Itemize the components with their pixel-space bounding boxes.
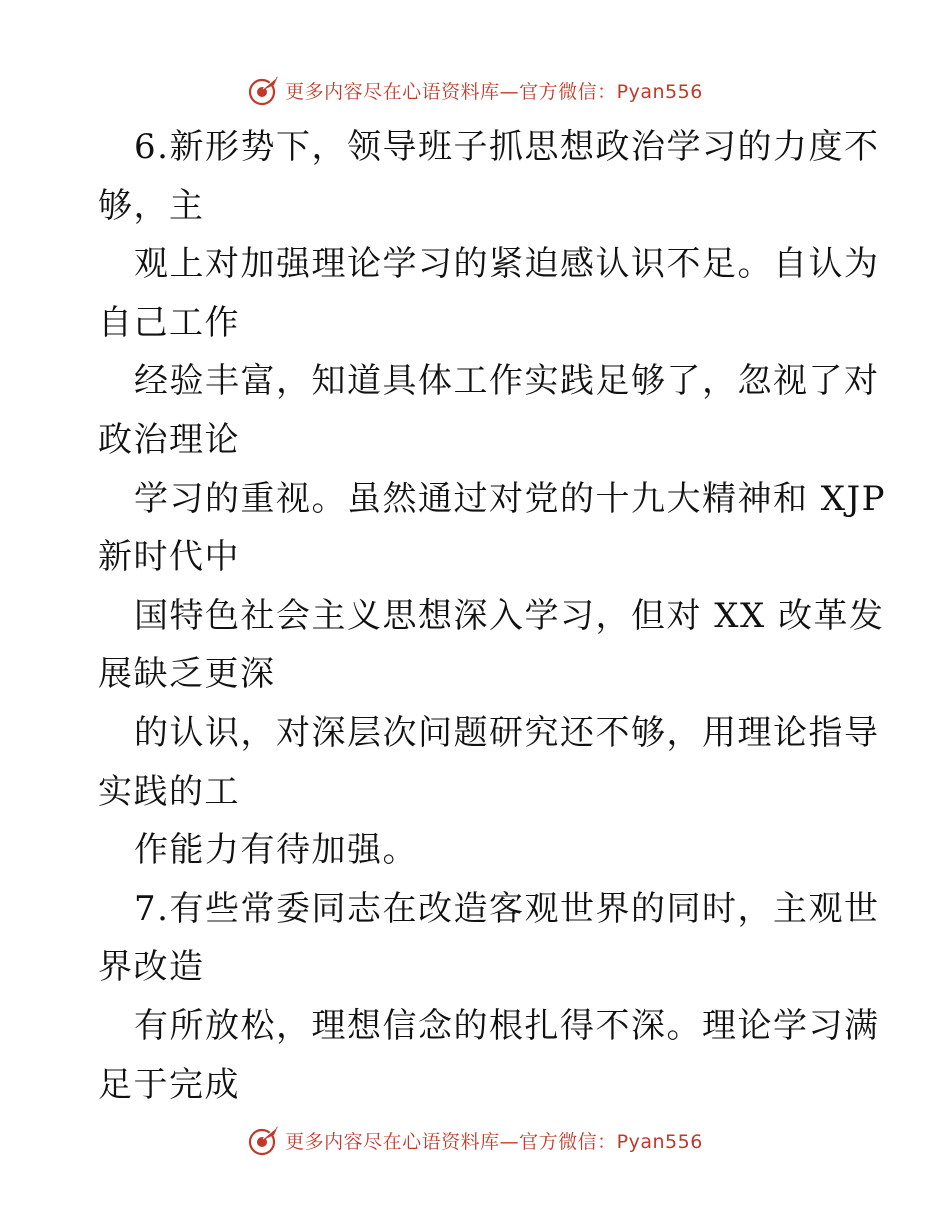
text-line: 够，主 bbox=[98, 185, 205, 226]
text-line: 足于完成 bbox=[98, 1064, 240, 1105]
text-line: 的认识，对深层次问题研究还不够，用理论指导 bbox=[134, 712, 880, 753]
text-line: 观上对加强理论学习的紧迫感认识不足。自认为 bbox=[134, 244, 880, 285]
text-line: 实践的工 bbox=[98, 771, 240, 812]
text-line: 新时代中 bbox=[98, 537, 240, 578]
header-watermark bbox=[0, 70, 950, 110]
text-line: 有所放松，理想信念的根扎得不深。理论学习满 bbox=[134, 1005, 880, 1046]
text-line: 经验丰富，知道具体工作实践足够了，忽视了对 bbox=[134, 361, 880, 402]
quill-logo-icon bbox=[247, 1123, 281, 1157]
header-watermark-group bbox=[247, 73, 703, 107]
header-watermark-text: 更多内容尽在心语资料库—官方微信：Pyan556 bbox=[285, 80, 703, 103]
quill-logo-icon bbox=[247, 73, 281, 107]
text-line: 国特色社会主义思想深入学习，但对 XX 改革发 bbox=[134, 595, 885, 636]
footer-watermark bbox=[0, 1120, 950, 1160]
text-line: 学习的重视。虽然通过对党的十九大精神和 XJP bbox=[134, 478, 887, 519]
text-line: 自己工作 bbox=[98, 302, 240, 343]
text-line: 展缺乏更深 bbox=[98, 654, 276, 695]
text-line: 政治理论 bbox=[98, 419, 240, 460]
footer-watermark-text: 更多内容尽在心语资料库—官方微信：Pyan556 bbox=[285, 1130, 703, 1153]
document-body bbox=[98, 118, 887, 1114]
text-line: 作能力有待加强。 bbox=[134, 830, 418, 871]
footer-watermark-group bbox=[247, 1123, 703, 1157]
text-line: 界改造 bbox=[98, 947, 205, 988]
text-line: 7.有些常委同志在改造客观世界的同时，主观世 bbox=[134, 888, 880, 929]
text-line: 6.新形势下，领导班子抓思想政治学习的力度不 bbox=[134, 127, 880, 167]
